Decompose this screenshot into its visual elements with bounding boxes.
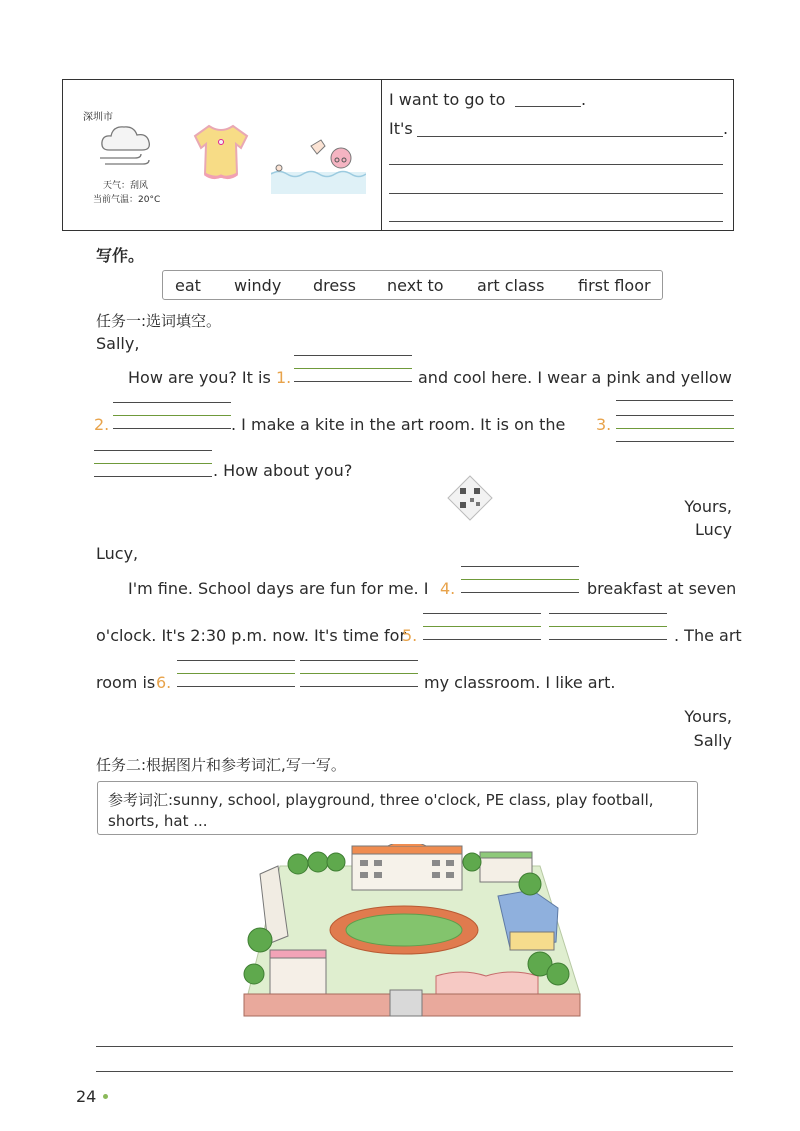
word-bank-item: windy [234, 276, 282, 295]
page-number: 24 [76, 1087, 97, 1106]
letter2-closing: Yours, [684, 707, 732, 726]
letter2-signature: Sally [693, 731, 732, 750]
letter2-sentence2-start: o'clock. It's 2:30 p.m. now. It's time for [96, 626, 407, 645]
blank-4[interactable] [461, 566, 579, 594]
school-illustration [240, 844, 584, 1020]
dress-icon [191, 122, 251, 184]
letter1-sentence1-start: How are you? It is [128, 368, 271, 387]
writing-line-2[interactable] [389, 193, 723, 194]
qr-code-icon [444, 474, 496, 522]
letter1-greeting: Sally, [96, 334, 140, 353]
word-bank-item: art class [477, 276, 545, 295]
letter2-greeting: Lucy, [96, 544, 139, 563]
letter1-sentence1-end: and cool here. I wear a pink and yellow [418, 368, 732, 387]
blank-2-top-line [616, 400, 733, 401]
page-dot-icon [103, 1094, 108, 1099]
letter2-sentence1-end: breakfast at seven [587, 579, 737, 598]
letter1-sentence2: . I make a kite in the art room. It is on the [231, 415, 566, 434]
letter2-sentence3-end: my classroom. I like art. [424, 673, 616, 692]
blank-6-part-1[interactable] [177, 660, 295, 688]
swimmer-icon [271, 134, 366, 196]
answer-line-2[interactable] [96, 1071, 733, 1072]
section-title: 写作。 [96, 246, 145, 265]
temperature-label: 当前气温：20°C [93, 195, 161, 205]
writing-line-1[interactable] [389, 164, 723, 165]
letter2-sentence2-end: . The art [674, 626, 742, 645]
word-bank-item: dress [313, 276, 356, 295]
blank-number-3: 3. [596, 415, 612, 434]
its-blank[interactable] [417, 136, 723, 137]
blank-number-4: 4. [440, 579, 456, 598]
letter1-signature: Lucy [694, 520, 732, 539]
card-divider [381, 80, 382, 230]
reference-words-line-1: 参考词汇:sunny, school, playground, three o'clock, PE class, play football, [108, 791, 654, 809]
blank-5-part-2[interactable] [549, 613, 667, 641]
want-to-go-text [389, 90, 505, 110]
answer-line-1[interactable] [96, 1046, 733, 1047]
blank-2[interactable] [113, 402, 231, 430]
blank-number-5: 5. [402, 626, 418, 645]
city-label: 深圳市 [83, 112, 113, 123]
want-to-go-label: I want to go to [389, 90, 506, 109]
word-bank-item: eat [175, 276, 201, 295]
reference-words-box [97, 781, 698, 835]
weather-card [62, 79, 734, 231]
word-bank-item: first floor [578, 276, 651, 295]
windy-cloud-icon [97, 120, 157, 172]
its-period: . [723, 119, 729, 138]
letter2-sentence3-start: room is [96, 673, 156, 692]
blank-1[interactable] [294, 355, 412, 383]
word-bank-item: next to [387, 276, 444, 295]
its-label: It's [389, 119, 413, 138]
word-bank [162, 270, 663, 300]
blank-number-2: 2. [94, 415, 110, 434]
blank-number-6: 6. [156, 673, 172, 692]
blank-number-1: 1. [276, 368, 292, 387]
want-to-go-blank[interactable] [515, 106, 581, 107]
want-to-go-period: . [581, 90, 587, 109]
blank-5-part-1[interactable] [423, 613, 541, 641]
task2-title: 任务二:根据图片和参考词汇,写一写。 [96, 756, 346, 774]
writing-line-3[interactable] [389, 221, 723, 222]
blank-3-continued[interactable] [94, 450, 212, 478]
blank-3[interactable] [616, 415, 734, 443]
letter1-closing: Yours, [684, 497, 732, 516]
weather-label: 天气：刮风 [103, 181, 149, 191]
reference-words-line-2: shorts, hat ... [108, 812, 208, 830]
letter2-sentence1-start: I'm fine. School days are fun for me. I [128, 579, 429, 598]
task1-title: 任务一:选词填空。 [96, 312, 222, 330]
blank-6-part-2[interactable] [300, 660, 418, 688]
letter1-sentence3: . How about you? [213, 461, 353, 480]
